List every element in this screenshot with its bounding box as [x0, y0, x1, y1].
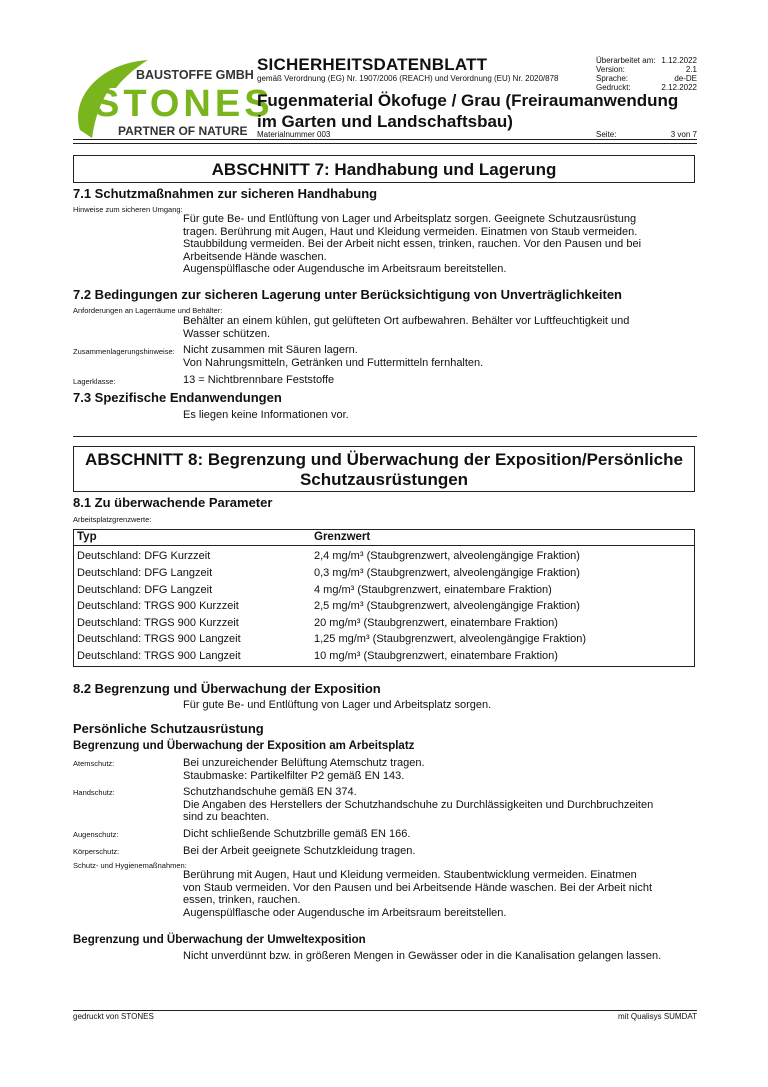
meta-label: Überarbeitet am: [596, 56, 656, 65]
text-line: Schutzhandschuhe gemäß EN 374. [183, 786, 357, 798]
table-cell-type: Deutschland: TRGS 900 Kurzzeit [77, 600, 239, 612]
text-eye-protection: Dicht schließende Schutzbrille gemäß EN 166. [183, 828, 411, 840]
environmental-exposure-heading: Begrenzung und Überwachung der Umweltexposition [73, 934, 366, 946]
table-cell-limit: 4 mg/m³ (Staubgrenzwert, einatembare Fraktion) [314, 584, 552, 596]
product-name-line-2: im Garten und Landschaftsbau) [257, 112, 513, 131]
meta-label: Version: [596, 65, 625, 74]
label-respiratory: Atemschutz: [73, 759, 115, 768]
table-cell-limit: 10 mg/m³ (Staubgrenzwert, einatembare Fraktion) [314, 650, 558, 662]
label-joint-storage: Zusammenlagerungshinweise: [73, 347, 175, 356]
text-line: Augenspülflasche oder Augendusche im Arbeitsraum bereitstellen. [183, 906, 507, 919]
text-line: Die Angaben des Herstellers der Schutzhandschuhe zu Durchlässigkeiten und Durchbruchzeiten [183, 798, 654, 811]
label-workplace-limits: Arbeitsplatzgrenzwerte: [73, 515, 152, 524]
table-header-divider [74, 545, 694, 546]
text-line: Augenspülflasche oder Augendusche im Arbeitsraum bereitstellen. [183, 263, 507, 275]
regulation-note: gemäß Verordnung (EG) Nr. 1907/2006 (REACH) und Verordnung (EU) Nr. 2020/878 [257, 74, 559, 83]
text-line: tragen. Berührung mit Augen, Haut und Kleidung vermeiden. Einatmen von Staub vermeiden. [183, 225, 638, 238]
text-exposure-control: Für gute Be- und Entlüftung von Lager und Arbeitsplatz sorgen. [183, 699, 492, 711]
text-line: Behälter an einem kühlen, gut gelüfteten Ort aufbewahren. Behälter vor Luftfeuchtigkeit und [183, 315, 630, 327]
subsection-7-3-heading: 7.3 Spezifische Endanwendungen [73, 390, 282, 405]
table-cell-limit: 1,25 mg/m³ (Staubgrenzwert, alveolengängige Fraktion) [314, 633, 587, 645]
header-divider [73, 139, 697, 140]
text-line: Nicht zusammen mit Säuren lagern. [183, 344, 358, 356]
label-eye-protection: Augenschutz: [73, 830, 119, 839]
text-hygiene [183, 869, 698, 919]
text-storage-class: 13 = Nichtbrennbare Feststoffe [183, 374, 335, 386]
text-line: sind zu beachten. [183, 811, 270, 823]
label-storage-requirements: Anforderungen an Lagerräume und Behälter: [73, 306, 223, 315]
table-cell-limit: 2,5 mg/m³ (Staubgrenzwert, alveolengängige Fraktion) [314, 600, 580, 612]
table-cell-limit: 2,4 mg/m³ (Staubgrenzwert, alveolengängige Fraktion) [314, 550, 580, 562]
text-hand-protection [183, 786, 698, 824]
section-8-title-line-1: ABSCHNITT 8: Begrenzung und Überwachung der Exposition/Persönliche [85, 450, 683, 469]
meta-value: de-DE [674, 74, 697, 83]
table-cell-type: Deutschland: DFG Langzeit [77, 567, 213, 579]
label-storage-class: Lagerklasse: [73, 377, 116, 386]
column-header-type: Typ [77, 531, 97, 543]
text-joint-storage [183, 344, 698, 369]
table-cell-type: Deutschland: TRGS 900 Langzeit [77, 650, 241, 662]
text-environmental: Nicht unverdünnt bzw. in größeren Mengen in Gewässer oder in die Kanalisation gelangen lassen. [183, 950, 662, 962]
subsection-8-2-heading: 8.2 Begrenzung und Überwachung der Exposition [73, 681, 381, 696]
product-name-line-1: Fugenmaterial Ökofuge / Grau (Freiraumanwendung [257, 91, 679, 110]
text-line: Berührung mit Augen, Haut und Kleidung vermeiden. Staubentwicklung vermeiden. Einatmen [183, 869, 637, 881]
label-hygiene: Schutz- und Hygienemaßnahmen: [73, 861, 187, 870]
section-8-title-line-2: Schutzausrüstungen [299, 470, 469, 489]
page-number: 3 von 7 [670, 130, 697, 139]
subsection-7-1-heading: 7.1 Schutzmaßnahmen zur sicheren Handhabung [73, 186, 378, 201]
column-header-limit: Grenzwert [314, 531, 371, 543]
text-safe-handling [183, 213, 698, 276]
meta-value: 1.12.2022 [661, 56, 697, 65]
workplace-exposure-heading: Begrenzung und Überwachung der Exposition am Arbeitsplatz [73, 740, 415, 752]
product-name [257, 90, 717, 132]
page-label: Seite: [596, 130, 617, 139]
exposure-limits-table [73, 529, 695, 667]
material-number: Materialnummer 003 [257, 130, 331, 139]
table-cell-type: Deutschland: TRGS 900 Kurzzeit [77, 617, 239, 629]
label-hand-protection: Handschutz: [73, 788, 115, 797]
section-divider [73, 436, 697, 437]
section-8-title [73, 446, 695, 492]
logo-brand: STONES [94, 83, 274, 125]
ppe-heading: Persönliche Schutzausrüstung [73, 721, 264, 736]
logo-top-text: BAUSTOFFE GMBH [136, 68, 254, 82]
label-body-protection: Körperschutz: [73, 847, 120, 856]
logo-tagline: PARTNER OF NATURE [118, 124, 248, 138]
text-line: essen, trinken, rauchen. [183, 894, 301, 906]
text-end-uses: Es liegen keine Informationen vor. [183, 409, 349, 421]
footer-divider [73, 1010, 697, 1011]
text-line: von Staub vermeiden. Vor den Pausen und bei Arbeitsende Hände waschen. Bei der Arbeit nicht [183, 881, 653, 894]
table-cell-limit: 0,3 mg/m³ (Staubgrenzwert, alveolengängige Fraktion) [314, 567, 580, 579]
table-cell-limit: 20 mg/m³ (Staubgrenzwert, einatembare Fraktion) [314, 617, 558, 629]
document-title: SICHERHEITSDATENBLATT [257, 55, 488, 74]
text-storage-requirements [183, 315, 698, 340]
text-line: Wasser schützen. [183, 327, 271, 340]
meta-value: 2.12.2022 [661, 83, 697, 92]
text-line: Bei unzureichender Belüftung Atemschutz tragen. [183, 757, 425, 769]
text-line: Staubmaske: Partikelfilter P2 gemäß EN 143. [183, 769, 405, 782]
table-cell-type: Deutschland: DFG Kurzzeit [77, 550, 211, 562]
table-cell-type: Deutschland: TRGS 900 Langzeit [77, 633, 241, 645]
table-cell-type: Deutschland: DFG Langzeit [77, 584, 213, 596]
meta-value: 2.1 [685, 65, 697, 74]
text-line: Staubbildung vermeiden. Bei der Arbeit nicht essen, trinken, rauchen. Vor den Pausen und bei [183, 238, 642, 250]
text-line: Von Nahrungsmitteln, Getränken und Futtermitteln fernhalten. [183, 356, 484, 369]
section-7-title: ABSCHNITT 7: Handhabung und Lagerung [73, 155, 695, 183]
footer-printed-by: gedruckt von STONES [73, 1012, 154, 1021]
meta-values [640, 56, 697, 92]
stones-logo [70, 58, 274, 140]
text-body-protection: Bei der Arbeit geeignete Schutzkleidung tragen. [183, 845, 416, 857]
label-safe-handling: Hinweise zum sicheren Umgang: [73, 205, 183, 214]
meta-label: Gedruckt: [596, 83, 631, 92]
text-line: Für gute Be- und Entlüftung von Lager und Arbeitsplatz sorgen. Geeignete Schutzausrüstung [183, 213, 637, 225]
text-respiratory [183, 757, 698, 782]
text-line: Arbeitsende Hände waschen. [183, 250, 327, 263]
header-divider-thin [73, 143, 697, 144]
subsection-8-1-heading: 8.1 Zu überwachende Parameter [73, 495, 273, 510]
meta-label: Sprache: [596, 74, 629, 83]
subsection-7-2-heading: 7.2 Bedingungen zur sicheren Lagerung unter Berücksichtigung von Unverträglichkeiten [73, 287, 622, 302]
footer-software: mit Qualisys SUMDAT [618, 1012, 697, 1021]
